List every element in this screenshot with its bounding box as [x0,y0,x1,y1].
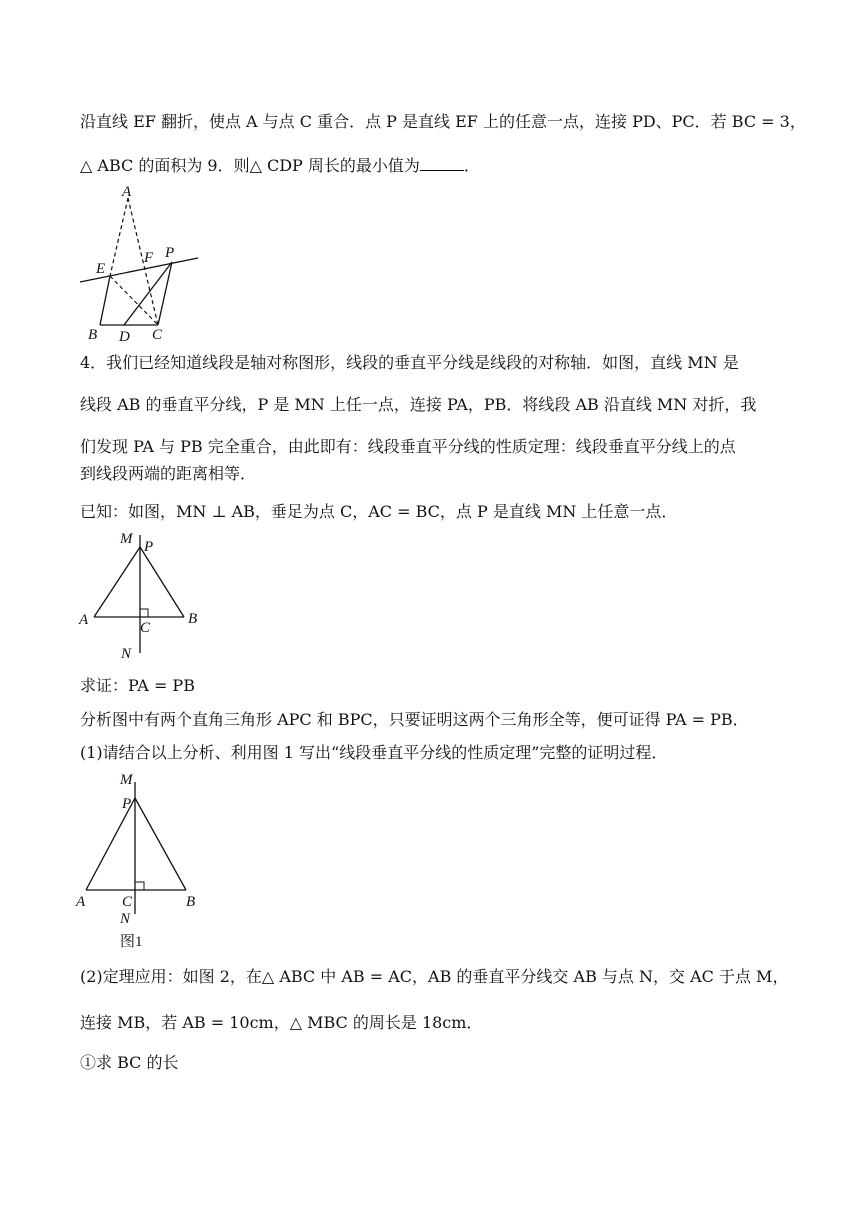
problem4-question2-sub1: ①求 BC 的长 [80,1053,179,1072]
dashed-ab [110,198,128,276]
label-c: C [152,327,163,343]
segment-pb [140,547,184,617]
label-c: C [140,620,151,636]
label-n: N [121,646,132,662]
problem4-intro-line2: 线段 AB 的垂直平分线，P 是 MN 上任一点，连接 PA，PB．将线段 AB 沿直线 MN 对折，我 [80,395,757,414]
problem4-intro-line4: 到线段两端的距离相等． [80,464,257,483]
right-angle-mark [140,609,148,617]
problem4-intro-line1: 4．我们已经知道线段是轴对称图形，线段的垂直平分线是线段的对称轴．如图，直线 MN 是 [80,353,739,372]
problem4-question2-line2: 连接 MB，若 AB = 10cm，△ MBC 的周长是 18cm． [80,1013,483,1032]
answer-blank[interactable] [420,156,464,171]
label-p: P [144,539,154,555]
dashed-ec [110,276,158,325]
problem3-line1: 沿直线 EF 翻折，使点 A 与点 C 重合．点 P 是直线 EF 上的任意一点，连接 PD、PC．若 BC = 3， [80,112,806,131]
segment-pb [135,798,186,890]
fold-figure [78,180,208,345]
right-angle-mark [135,882,144,890]
label-d: D [119,329,130,345]
label-m: M [120,531,133,547]
problem4-prove: 求证：PA = PB [80,676,195,695]
label-b: B [88,327,98,343]
label-f: F [144,250,154,266]
label-a: A [79,612,89,628]
problem4-given: 已知：如图，MN ⊥ AB，垂足为点 C，AC = BC，点 P 是直线 MN 上任意一点． [80,502,678,521]
figure-1-caption: 图1 [120,934,143,950]
label-a: A [122,184,132,200]
dashed-ac [128,198,158,325]
problem4-question2-line1: (2)定理应用：如图 2，在△ ABC 中 AB = AC，AB 的垂直平分线交 AB 与点 N，交 AC 于点 M， [80,967,789,986]
problem4-question1: (1)请结合以上分析、利用图 1 写出“线段垂直平分线的性质定理”完整的证明过程． [80,743,668,762]
perp-bisector-figure [76,527,206,662]
problem4-analysis: 分析图中有两个直角三角形 APC 和 BPC，只要证明这两个三角形全等，便可证得 PA = PB． [80,710,749,729]
label-p: P [122,796,132,812]
label-p: P [165,245,175,261]
figure-1 [72,768,212,953]
problem3-line2 [80,156,480,176]
label-m: M [120,772,133,788]
label-c: C [122,894,133,910]
label-b: B [186,894,196,910]
label-a: A [76,894,86,910]
segment-be [100,276,110,325]
segment-pa [94,547,140,617]
problem3-line2-text: △ ABC 的面积为 9．则△ CDP 周长的最小值为 [80,156,420,175]
label-e: E [96,261,106,277]
problem4-intro-line3: 们发现 PA 与 PB 完全重合，由此即有：线段垂直平分线的性质定理：线段垂直平分线上的点 [80,437,736,456]
label-b: B [188,611,198,627]
label-n: N [120,911,131,927]
problem3-line2-end: ． [463,156,480,175]
